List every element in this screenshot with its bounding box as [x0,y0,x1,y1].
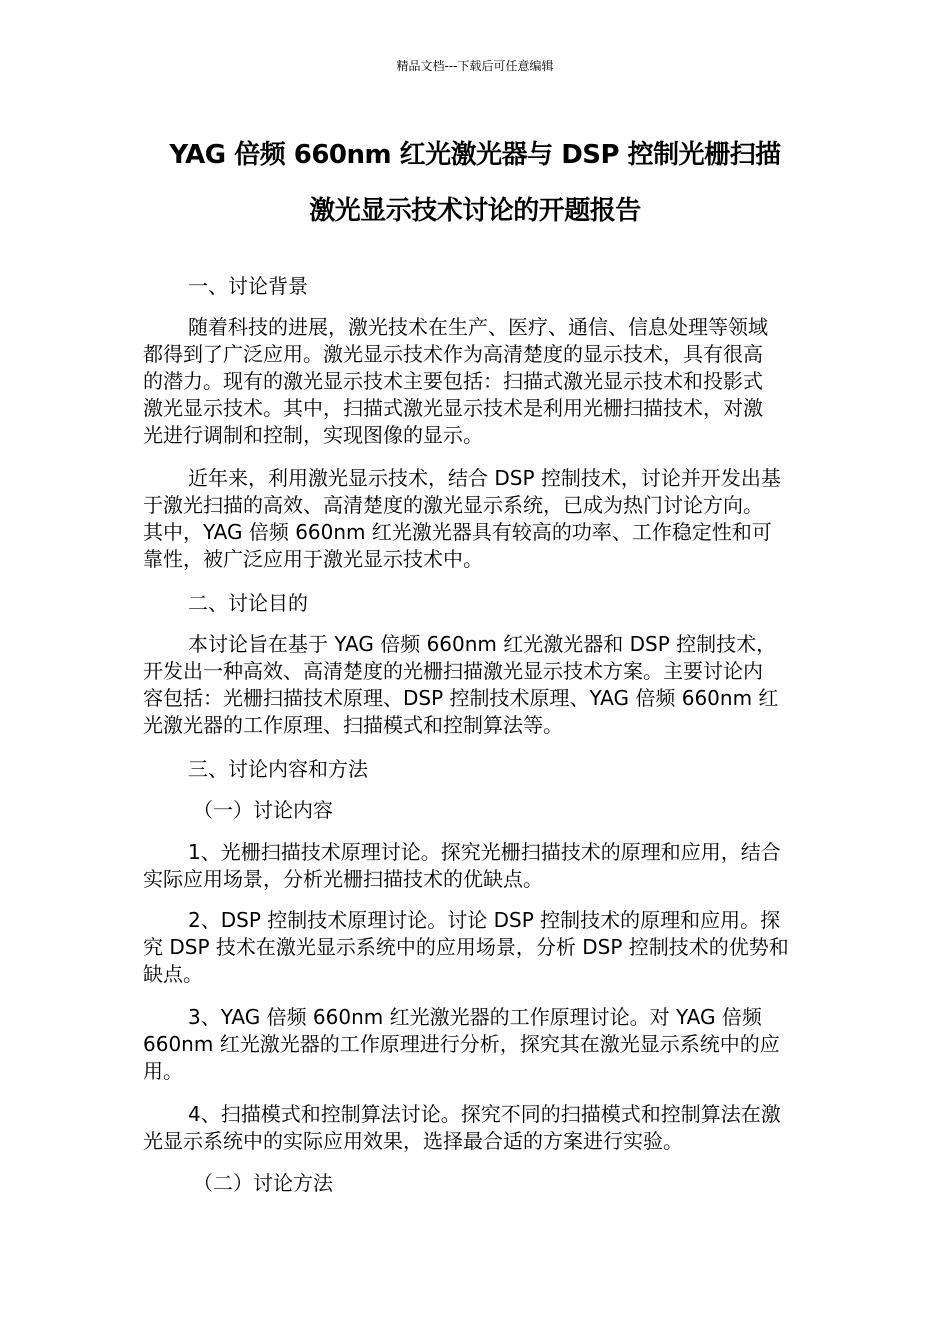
paragraph-line: 容包括：光栅扫描技术原理、DSP 控制技术原理、YAG 倍频 660nm 红 [143,686,779,710]
paragraph-line: 4、扫描模式和控制算法讨论。探究不同的扫描模式和控制算法在激 [188,1102,781,1126]
paragraph-line: 究 DSP 技术在激光显示系统中的应用场景，分析 DSP 控制技术的优势和 [143,935,789,959]
paragraph-line: 光进行调制和控制，实现图像的显示。 [143,423,483,447]
paragraph-line: 其中，YAG 倍频 660nm 红光激光器具有较高的功率、工作稳定性和可 [143,520,772,544]
subheading-content [143,797,807,824]
paragraph-line: 用。 [143,1059,183,1083]
paragraph-background-2 [143,465,807,573]
paragraph-line: 于激光扫描的高效、高清楚度的激光显示系统，已成为热门讨论方向。 [143,493,763,517]
paragraph-line: 2、DSP 控制技术原理讨论。讨论 DSP 控制技术的原理和应用。探 [188,908,781,932]
paragraph-line: 实际应用场景，分析光栅扫描技术的优缺点。 [143,867,543,891]
list-item-4 [143,1101,807,1155]
list-item-1 [143,839,807,893]
document-title-line-1: YAG 倍频 660nm 红光激光器与 DSP 控制光栅扫描 [169,140,781,170]
paragraph-line: 本讨论旨在基于 YAG 倍频 660nm 红光激光器和 DSP 控制技术， [188,632,777,656]
paragraph-line: 660nm 红光激光器的工作原理进行分析，探究其在激光显示系统中的应 [143,1032,780,1056]
paragraph-line: 都得到了广泛应用。激光显示技术作为高清楚度的显示技术，具有很高 [143,342,763,366]
paragraph-line: 光显示系统中的实际应用效果，选择最合适的方案进行实验。 [143,1129,683,1153]
paragraph-line: 随着科技的进展，激光技术在生产、医疗、通信、信息处理等领域 [188,315,768,339]
section-heading-content-methods [143,756,807,783]
subheading-text: （一）讨论内容 [193,798,333,822]
page-header: 精品文档---下载后可任意编辑 [396,59,554,73]
heading-text: 二、讨论目的 [188,591,308,615]
paragraph-line: 光激光器的工作原理、扫描模式和控制算法等。 [143,713,563,737]
paragraph-line: 靠性，被广泛应用于激光显示技术中。 [143,547,483,571]
paragraph-background-1 [143,314,807,449]
list-item-2 [143,907,807,988]
paragraph-line: 3、YAG 倍频 660nm 红光激光器的工作原理讨论。对 YAG 倍频 [188,1005,762,1029]
paragraph-line: 近年来，利用激光显示技术，结合 DSP 控制技术，讨论并开发出基 [188,466,781,490]
paragraph-line: 1、光栅扫描技术原理讨论。探究光栅扫描技术的原理和应用，结合 [188,840,781,864]
heading-text: 一、讨论背景 [188,274,308,298]
list-item-3 [143,1004,807,1085]
paragraph-line: 开发出一种高效、高清楚度的光栅扫描激光显示技术方案。主要讨论内 [143,659,763,683]
section-heading-background [143,273,807,300]
section-heading-purpose [143,590,807,617]
paragraph-purpose [143,631,807,739]
subheading-methods [143,1170,807,1197]
paragraph-line: 缺点。 [143,962,203,986]
paragraph-line: 的潜力。现有的激光显示技术主要包括：扫描式激光显示技术和投影式 [143,369,763,393]
document-title-line-2: 激光显示技术讨论的开题报告 [309,196,641,226]
paragraph-line: 激光显示技术。其中，扫描式激光显示技术是利用光栅扫描技术，对激 [143,396,763,420]
heading-text: 三、讨论内容和方法 [188,757,368,781]
subheading-text: （二）讨论方法 [193,1171,333,1195]
